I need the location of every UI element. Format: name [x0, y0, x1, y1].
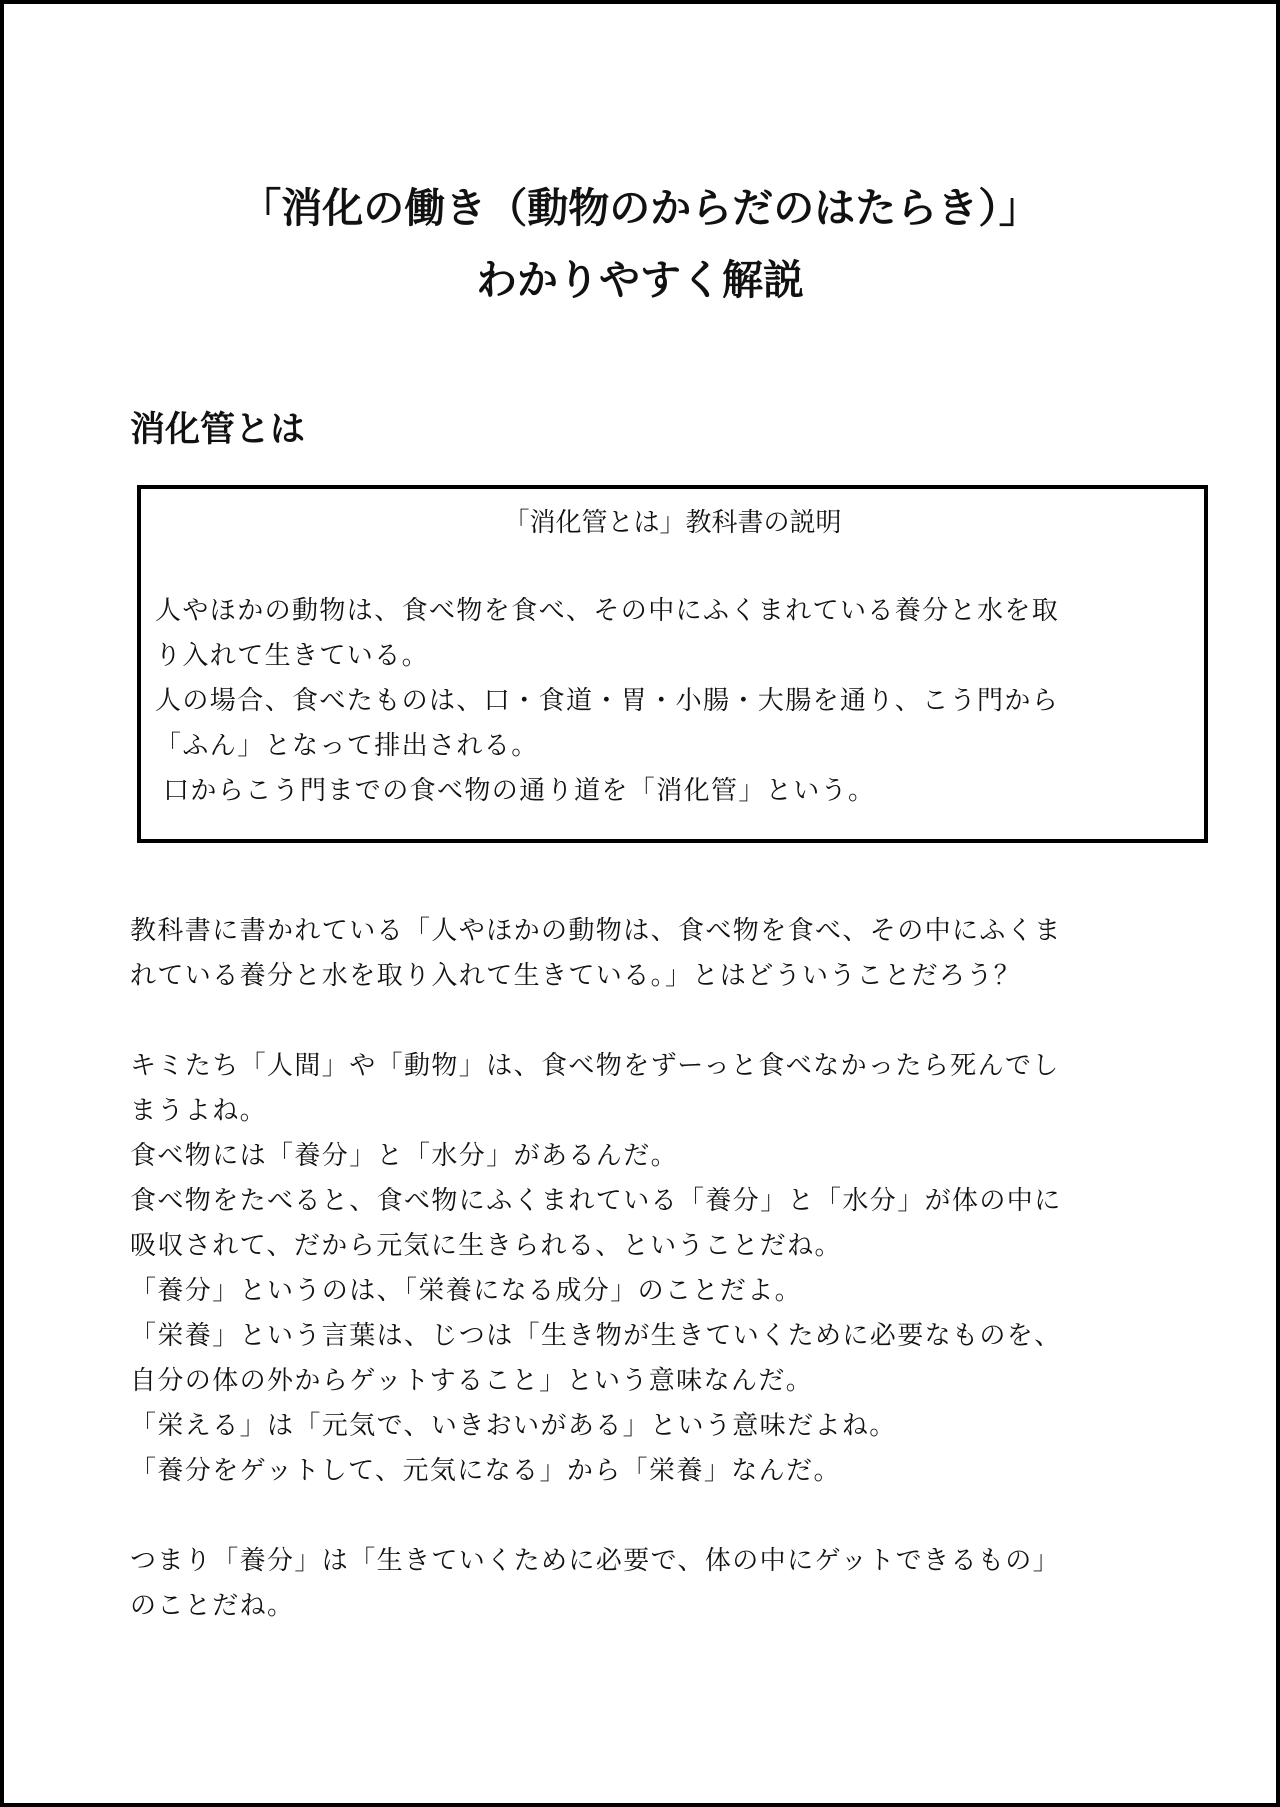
- title-line-2: わかりやすく解説: [476, 256, 804, 304]
- body-line: のことだね。: [130, 1591, 295, 1621]
- page-title: [4, 172, 1276, 316]
- textbook-line: り入れて生きている。: [155, 641, 430, 671]
- textbook-line: 人の場合、食べたものは、口・食道・胃・小腸・大腸を通り、こう門から: [155, 686, 1060, 716]
- body-line: まうよね。: [130, 1096, 268, 1126]
- body-blank-line: [130, 999, 1062, 1044]
- body-blank-line: [130, 1494, 1062, 1539]
- section-heading: 消化管とは: [130, 410, 306, 450]
- body-line: つまり「養分」は「生きていくために必要で、体の中にゲットできるもの」: [130, 1546, 1061, 1576]
- body-line: 「栄養」という言葉は、じつは「生き物が生きていくために必要なものを、: [130, 1321, 1062, 1351]
- explanation-body: [130, 909, 1062, 1629]
- body-line: キミたち「人間」や「動物」は、食べ物をずーっと食べなかったら死んでし: [130, 1051, 1060, 1081]
- textbook-explanation-box: [137, 485, 1208, 843]
- textbook-line: 人やほかの動物は、食べ物を食べ、その中にふくまれている養分と水を取: [155, 596, 1060, 626]
- body-line: れている養分と水を取り入れて生きている。」とはどういうことだろう？: [130, 961, 1022, 991]
- title-line-1: 「消化の働き（動物のからだのはたらき）」: [240, 184, 1040, 232]
- body-line: 教科書に書かれている「人やほかの動物は、食べ物を食べ、その中にふくま: [130, 916, 1062, 946]
- body-line: 食べ物には「養分」と「水分」があるんだ。: [130, 1141, 679, 1171]
- body-line: 自分の体の外からゲットすること」という意味なんだ。: [130, 1366, 814, 1396]
- body-line: 吸収されて、だから元気に生きられる、ということだね。: [130, 1231, 842, 1261]
- body-line: 「栄える」は「元気で、いきおいがある」という意味だよね。: [130, 1411, 897, 1441]
- body-line: 「養分」というのは、「栄養になる成分」のことだよ。: [130, 1276, 803, 1306]
- textbook-line: 口からこう門までの食べ物の通り道を「消化管」という。: [163, 776, 876, 806]
- body-line: 「養分をゲットして、元気になる」から「栄養」なんだ。: [130, 1456, 841, 1486]
- body-line: 食べ物をたべると、食べ物にふくまれている「養分」と「水分」が体の中に: [130, 1186, 1062, 1216]
- textbook-box-text: [155, 589, 1190, 814]
- textbook-line: 「ふん」となって排出される。: [155, 731, 539, 761]
- textbook-box-caption: 「消化管とは」教科書の説明: [503, 508, 842, 538]
